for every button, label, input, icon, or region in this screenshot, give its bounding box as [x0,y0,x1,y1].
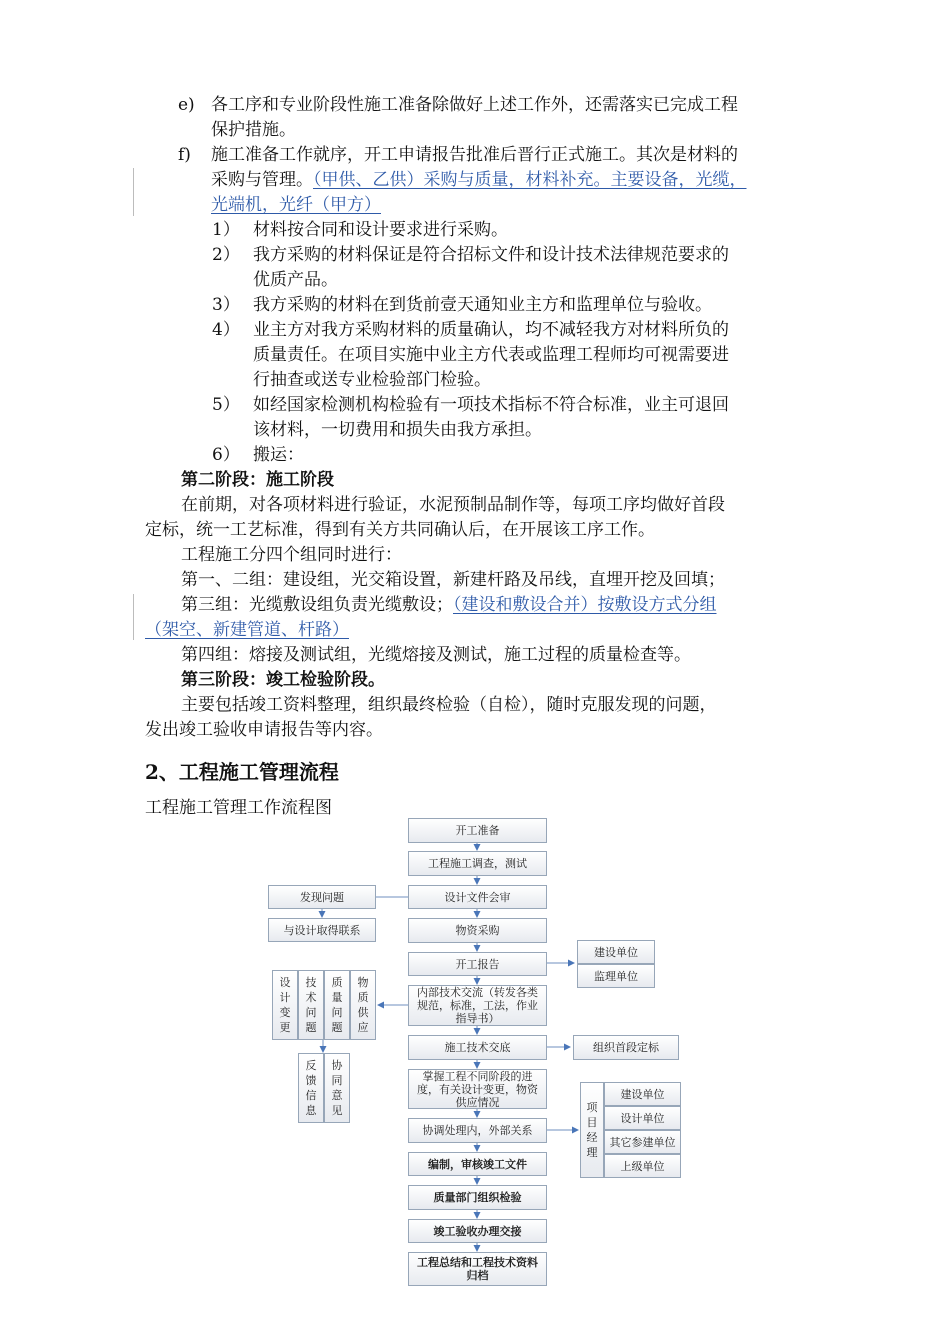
flow-vbox-design-change: 设计变更 [272,970,298,1040]
stage3-heading: 第三阶段：竣工检验阶段。 [181,670,385,690]
item-e-line-2: 保护措施。 [211,120,296,140]
item-label-f: f) [178,145,191,165]
stage2-p3: 第一、二组：建设组，光交箱设置，新建杆路及吊线，直埋开挖及回填； [181,570,725,590]
flow-vbox-project-manager: 项目经理 [580,1082,604,1178]
flow-box-tech-disclosure: 施工技术交底 [408,1035,547,1060]
subitem-label-3: 3） [212,295,240,315]
stage2-p1-line-2: 定标，统一工艺标准，得到有关方共同确认后，在开展该工序工作。 [145,520,655,540]
flow-box-pm-design: 设计单位 [604,1106,681,1130]
subitem-5-line-2: 该材料，一切费用和损失由我方承担。 [253,420,542,440]
subitem-label-2: 2） [212,245,240,265]
item-f-line-1: 施工准备工作就序，开工申请报告批准后晋行正式施工。其次是材料的 [211,145,738,165]
revision-comment-cont[interactable]: 光端机，光纤（甲方） [211,195,381,215]
stage2-p2: 工程施工分四个组同时进行： [181,545,402,565]
flow-box-survey: 工程施工调查，测试 [408,851,547,876]
flow-box-design-review: 设计文件会审 [408,885,547,909]
subitem-2-line-2: 优质产品。 [253,270,338,290]
subitem-3-line-1: 我方采购的材料在到货前壹天通知业主方和监理单位与验收。 [253,295,712,315]
flowchart-caption: 工程施工管理工作流程图 [145,798,332,818]
subitem-4-line-1: 业主方对我方采购材料的质量确认，均不减轻我方对材料所负的 [253,320,729,340]
subitem-5-line-1: 如经国家检测机构检验有一项技术指标不符合标准，业主可退回 [253,395,729,415]
subitem-1-line-1: 材料按合同和设计要求进行采购。 [253,220,508,240]
flow-vbox-coordination-opinion: 协同意见 [324,1053,350,1123]
revision-comment-2-cont[interactable]: （架空、新建管道、杆路） [145,620,349,640]
revision-comment-2[interactable]: （建设和敷设合并）按敷设方式分组 [453,595,717,615]
flow-box-contact-design: 与设计取得联系 [268,918,376,942]
item-f-line-2: 采购与管理。（甲供、乙供）采购与质量，材料补充。主要设备，光缆， [211,170,747,190]
subitem-label-4: 4） [212,320,240,340]
flow-box-completion-docs: 编制，审核竣工文件 [408,1152,547,1176]
stage2-heading: 第二阶段：施工阶段 [181,470,334,490]
revision-comment[interactable]: （甲供、乙供）采购与质量，材料补充。主要设备，光缆， [313,170,747,190]
flow-box-tech-exchange: 内部技术交流（转发各类规范，标准，工法，作业指导书） [408,985,547,1026]
flow-box-owner-unit: 建设单位 [577,940,655,964]
subitem-6-line-1: 搬运： [253,445,304,465]
subitem-label-5: 5） [212,395,240,415]
subitem-label-1: 1） [212,220,240,240]
flow-box-find-problem: 发现问题 [268,885,376,909]
stage3-p1-line-2: 发出竣工验收申请报告等内容。 [145,720,383,740]
subitem-4-line-3: 行抽查或送专业检验部门检验。 [253,370,491,390]
flow-box-coordination: 协调处理内，外部关系 [408,1118,547,1143]
flow-box-first-section: 组织首段定标 [573,1035,679,1060]
flow-box-quality-inspection: 质量部门组织检验 [408,1185,547,1210]
subitem-4-line-2: 质量责任。在项目实施中业主方代表或监理工程师均可视需要进 [253,345,729,365]
stage3-p1-line-1: 主要包括竣工资料整理，组织最终检验（自检），随时克服发现的问题， [181,695,717,715]
flow-box-acceptance: 竣工验收办理交接 [408,1219,547,1243]
section-title: 2、工程施工管理流程 [145,760,339,784]
flow-box-pm-owner: 建设单位 [604,1082,681,1106]
flow-box-pm-other: 其它参建单位 [604,1130,681,1154]
flow-box-procurement: 物资采购 [408,918,547,943]
flow-box-progress: 掌握工程不同阶段的进度，有关设计变更，物资供应情况 [408,1069,547,1109]
flow-box-start-prep: 开工准备 [408,818,547,843]
flow-vbox-feedback: 反馈信息 [298,1053,324,1123]
flow-vbox-quality-issue: 质量问题 [324,970,350,1040]
subitem-2-line-1: 我方采购的材料保证是符合招标文件和设计技术法律规范要求的 [253,245,729,265]
flow-box-start-report: 开工报告 [408,952,547,976]
flow-vbox-material-supply: 物质供应 [350,970,376,1040]
flow-box-supervision-unit: 监理单位 [577,964,655,988]
stage2-p4: 第三组：光缆敷设组负责光缆敷设；（建设和敷设合并）按敷设方式分组 [181,595,717,615]
subitem-label-6: 6） [212,445,240,465]
flow-box-archive: 工程总结和工程技术资料归档 [408,1252,547,1286]
item-e-line-1: 各工序和专业阶段性施工准备除做好上述工作外，还需落实已完成工程 [211,95,738,115]
stage2-p1-line-1: 在前期，对各项材料进行验证，水泥预制品制作等，每项工序均做好首段 [181,495,725,515]
stage2-p5: 第四组：熔接及测试组，光缆熔接及测试，施工过程的质量检查等。 [181,645,691,665]
item-label-e: e) [178,95,195,115]
flow-box-pm-superior: 上级单位 [604,1154,681,1178]
flow-vbox-tech-issue: 技术问题 [298,970,324,1040]
